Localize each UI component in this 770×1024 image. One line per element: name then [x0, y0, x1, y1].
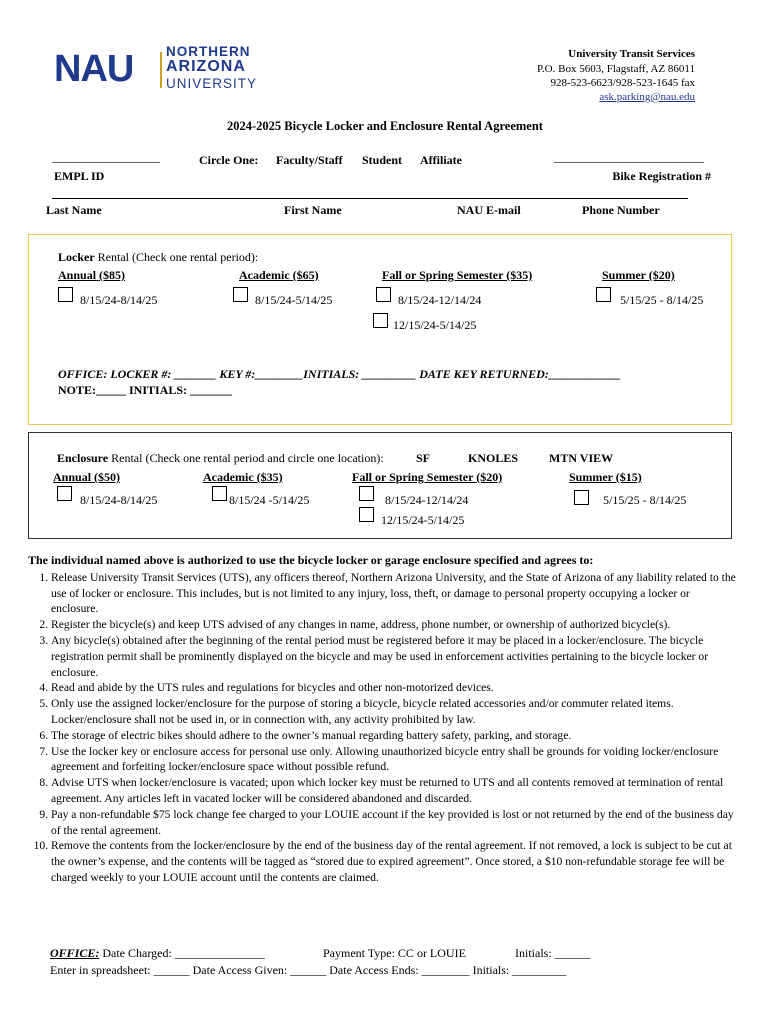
logo-divider [160, 52, 162, 88]
option-student[interactable]: Student [362, 153, 403, 167]
contact-org: University Transit Services [568, 48, 695, 60]
locker-office-line1: OFFICE: LOCKER #: _______ KEY #:________INITIALS: _________ DATE KEY RETURNED:____________ [58, 367, 621, 381]
locker-heading [58, 250, 258, 265]
term-item: 7. Use the locker key or enclosure access for personal use only. Allowing unauthorized bicycle entry shall be grounds for voiding locker/enclosure agreement and forfeiting locker/enclosure space without possible refund. [51, 744, 738, 776]
enclosure-academic-checkbox[interactable] [212, 486, 227, 501]
enclosure-fall-checkbox[interactable] [359, 486, 374, 501]
locker-fall-spring-label: Fall or Spring Semester ($35) [382, 268, 533, 282]
logo-line1: NORTHERN [166, 44, 251, 59]
locker-summer-checkbox[interactable] [596, 287, 611, 302]
enclosure-rental-section [28, 432, 732, 539]
term-item: 4. Read and abide by the UTS rules and regulations for bicycles and other non-motorized devices. [51, 680, 738, 696]
footer-office-label: OFFICE: [50, 946, 100, 960]
enclosure-fall-dates: 8/15/24-12/14/24 [385, 493, 469, 507]
option-faculty-staff[interactable]: Faculty/Staff [276, 153, 343, 167]
term-item: 9. Pay a non-refundable $75 lock change fee charged to your LOUIE account if the key provided is lost or not returned by the end of the business day of the rental agreement. [51, 807, 738, 839]
logo-abbr: NAU [54, 48, 134, 90]
bike-registration-blank[interactable]: _________________________ [554, 150, 704, 164]
enclosure-spring-dates: 12/15/24-5/14/25 [381, 513, 465, 527]
contact-phone: 928-523-6623/928-523-1645 fax [550, 77, 695, 89]
locker-spring-dates: 12/15/24-5/14/25 [393, 318, 477, 332]
term-item: 2. Register the bicycle(s) and keep UTS advised of any changes in name, address, phone number, or ownership of authorized bicycle(s). [51, 617, 738, 633]
footer-line1 [50, 946, 265, 961]
term-item: 1. Release University Transit Services (UTS), any officers thereof, Northern Arizona University, and the State of Arizona of any liability related to the use of locker or enclosure. This includes, but is not limited to any injury, loss, theft, or damage to personal property occupying a locker or enclosure. [51, 570, 738, 617]
enclosure-summer-checkbox[interactable] [574, 490, 589, 505]
locker-office-line2: NOTE:_____ INITIALS: _______ [58, 383, 233, 397]
locker-annual-checkbox[interactable] [58, 287, 73, 302]
location-knoles[interactable]: KNOLES [468, 451, 519, 465]
locker-academic-label: Academic ($65) [239, 268, 319, 282]
locker-annual-dates: 8/15/24-8/14/25 [80, 293, 158, 307]
location-sf[interactable]: SF [416, 451, 431, 465]
enclosure-annual-dates: 8/15/24-8/14/25 [80, 493, 158, 507]
phone-number-label: Phone Number [582, 203, 660, 217]
enclosure-heading-bold: Enclosure [57, 451, 109, 465]
circle-one-label: Circle One: [199, 153, 259, 167]
enclosure-summer-label: Summer ($15) [569, 470, 642, 484]
term-item: 10. Remove the contents from the locker/enclosure by the end of the business day of the rental agreement. If not removed, a lock is subject to be cut at the owner’s expense, and the contents will be tagged as “stored due to expired agreement”. Once stored, a $10 non-refundable storage fee will be charged weekly to your LOUIE account until the contents are claimed. [51, 838, 738, 885]
logo-line2: ARIZONA [166, 58, 246, 75]
first-name-label: First Name [284, 203, 342, 217]
page-title: 2024-2025 Bicycle Locker and Enclosure Rental Agreement [227, 119, 543, 133]
locker-fall-checkbox[interactable] [376, 287, 391, 302]
bike-registration-label: Bike Registration # [612, 169, 711, 183]
enclosure-summer-dates: 5/15/25 - 8/14/25 [603, 493, 687, 507]
empl-id-blank[interactable]: __________________ [52, 150, 160, 164]
contact-address: P.O. Box 5603, Flagstaff, AZ 86011 [537, 63, 695, 75]
term-item: 8. Advise UTS when locker/enclosure is vacated; upon which locker key must be returned to UTS and all contents removed at termination of rental agreement. Any articles left in vacated locker will be considered abandoned and discarded. [51, 775, 738, 807]
footer-line2: Enter in spreadsheet: ______ Date Access Given: ______ Date Access Ends: ________ Initials: _________ [50, 963, 567, 977]
locker-summer-label: Summer ($20) [602, 268, 675, 282]
enclosure-academic-label: Academic ($35) [203, 470, 283, 484]
footer-payment-type: Payment Type: CC or LOUIE [323, 946, 466, 960]
locker-heading-rest: Rental (Check one rental period): [94, 250, 259, 264]
enclosure-academic-dates: 8/15/24 -5/14/25 [229, 493, 310, 507]
term-item: 3. Any bicycle(s) obtained after the beginning of the rental period must be registered before it may be placed in a locker/enclosure. The bicycle registration permit shall be prominently displayed on the bicycle and may be used in enforcement activities pertaining to the bicycle locker or enclosure. [51, 633, 738, 680]
empl-id-label: EMPL ID [54, 169, 105, 183]
locker-annual-label: Annual ($85) [58, 268, 126, 282]
locker-heading-bold: Locker [58, 250, 95, 264]
enclosure-fall-spring-label: Fall or Spring Semester ($20) [352, 470, 503, 484]
contact-email-link[interactable]: ask.parking@nau.edu [599, 91, 695, 103]
name-entry-line[interactable] [52, 198, 688, 199]
nau-email-label: NAU E-mail [457, 203, 521, 217]
locker-fall-dates: 8/15/24-12/14/24 [398, 293, 482, 307]
enclosure-annual-checkbox[interactable] [57, 486, 72, 501]
enclosure-annual-label: Annual ($50) [53, 470, 121, 484]
terms-section [28, 553, 738, 886]
footer-initials: Initials: ______ [515, 946, 591, 960]
option-affiliate[interactable]: Affiliate [420, 153, 462, 167]
locker-academic-dates: 8/15/24-5/14/25 [255, 293, 333, 307]
last-name-label: Last Name [46, 203, 102, 217]
enclosure-heading [57, 451, 384, 466]
locker-summer-dates: 5/15/25 - 8/14/25 [620, 293, 704, 307]
logo-line3: UNIVERSITY [166, 76, 258, 91]
locker-academic-checkbox[interactable] [233, 287, 248, 302]
enclosure-spring-checkbox[interactable] [359, 507, 374, 522]
terms-list [28, 570, 738, 886]
term-item: 6. The storage of electric bikes should adhere to the owner’s manual regarding battery safety, parking, and storage. [51, 728, 738, 744]
terms-intro: The individual named above is authorized to use the bicycle locker or garage enclosure specified and agrees to: [28, 553, 594, 567]
location-mtn-view[interactable]: MTN VIEW [549, 451, 614, 465]
term-item: 5. Only use the assigned locker/enclosure for the purpose of storing a bicycle, bicycle related accessories and/or commuter related items. Locker/enclosure shall not be used in, or in connection with, any activity prohibited by law. [51, 696, 738, 728]
locker-spring-checkbox[interactable] [373, 313, 388, 328]
footer-date-charged: Date Charged: _______________ [99, 946, 265, 960]
enclosure-heading-rest: Rental (Check one rental period and circle one location): [108, 451, 384, 465]
